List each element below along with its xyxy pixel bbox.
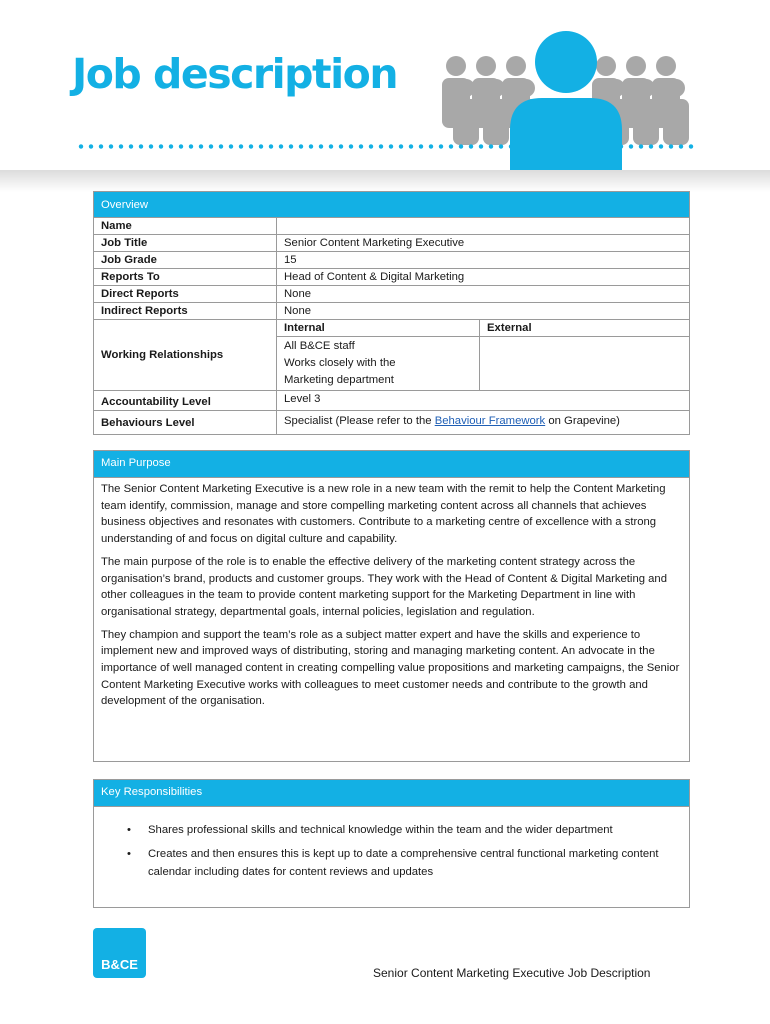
working-relationships-label: Working Relationships [94, 320, 277, 391]
overview-heading: Overview [94, 192, 690, 218]
reports-to-label: Reports To [94, 269, 277, 286]
people-crowd-icon [430, 26, 700, 174]
job-title-label: Job Title [94, 235, 277, 252]
name-value [277, 218, 690, 235]
reports-to-value: Head of Content & Digital Marketing [277, 269, 690, 286]
bullet-icon: • [127, 824, 131, 836]
behaviours-suffix: on Grapevine) [545, 415, 620, 427]
bullet-icon: • [127, 848, 131, 860]
accountability-level-value: Level 3 [277, 391, 690, 411]
job-title-value: Senior Content Marketing Executive [277, 235, 690, 252]
name-label: Name [94, 218, 277, 235]
key-responsibilities-heading: Key Responsibilities [94, 780, 689, 807]
external-relationships [480, 337, 690, 391]
main-purpose-section [93, 450, 690, 762]
main-purpose-paragraph: The main purpose of the role is to enable the effective delivery of the marketing content strategy across the organisation’s brand, products and customer groups. They work with the Head of Content & Digital Marketing and other colleagues in the team to provide content marketing support for the Marketing Department in line with organisational strategy, departmental goals, internal policies, legislation and regulation. [101, 555, 667, 618]
internal-header: Internal [277, 320, 480, 337]
internal-relationships [277, 337, 480, 391]
responsibility-text: Shares professional skills and technical knowledge within the team and the wider department [148, 824, 613, 836]
main-purpose-heading: Main Purpose [94, 451, 689, 478]
key-responsibilities-section [93, 779, 690, 908]
responsibility-item [94, 845, 689, 881]
responsibility-text: Creates and then ensures this is kept up to date a comprehensive central functional marketing content calendar including dates for content reviews and updates [148, 848, 659, 878]
indirect-reports-value: None [277, 303, 690, 320]
responsibility-item [94, 821, 689, 839]
internal-line: Marketing department [284, 374, 394, 386]
job-grade-value: 15 [277, 252, 690, 269]
overview-table [93, 191, 690, 435]
dotted-divider [76, 144, 698, 149]
main-purpose-paragraph: They champion and support the team’s role as a subject matter expert and have the skills and experience to implement new and improved ways of distributing, storing and managing marketing content. An advocate in the importance of well managed content in creating compelling value propositions and marketing campaigns, the Senior Content Marketing Executive works with colleagues to meet customer needs and contribute to the growth and development of the organisation. [101, 628, 680, 708]
bce-logo: B&CE [93, 928, 146, 978]
page-title: Job description [72, 50, 398, 98]
internal-line: Works closely with the [284, 357, 396, 369]
direct-reports-label: Direct Reports [94, 286, 277, 303]
internal-line: All B&CE staff [284, 340, 355, 352]
behaviour-framework-link[interactable]: Behaviour Framework [434, 415, 546, 427]
job-grade-label: Job Grade [94, 252, 277, 269]
behaviours-level-value [277, 411, 690, 435]
indirect-reports-label: Indirect Reports [94, 303, 277, 320]
external-header: External [480, 320, 690, 337]
footer-text: Senior Content Marketing Executive Job Description [373, 966, 651, 980]
header-shadow [0, 170, 770, 192]
behaviours-prefix: Specialist (Please refer to the [284, 415, 435, 427]
behaviours-level-label: Behaviours Level [94, 411, 277, 435]
direct-reports-value: None [277, 286, 690, 303]
main-purpose-paragraph: The Senior Content Marketing Executive is a new role in a new team with the remit to help the Content Marketing team identify, commission, manage and store compelling marketing content across all channels that achieves business objectives and resonates with customers. Contribute to a marketing centre of excellence with a strong understanding of and focus on digital culture and capability. [101, 483, 666, 546]
accountability-level-label: Accountability Level [94, 391, 277, 411]
